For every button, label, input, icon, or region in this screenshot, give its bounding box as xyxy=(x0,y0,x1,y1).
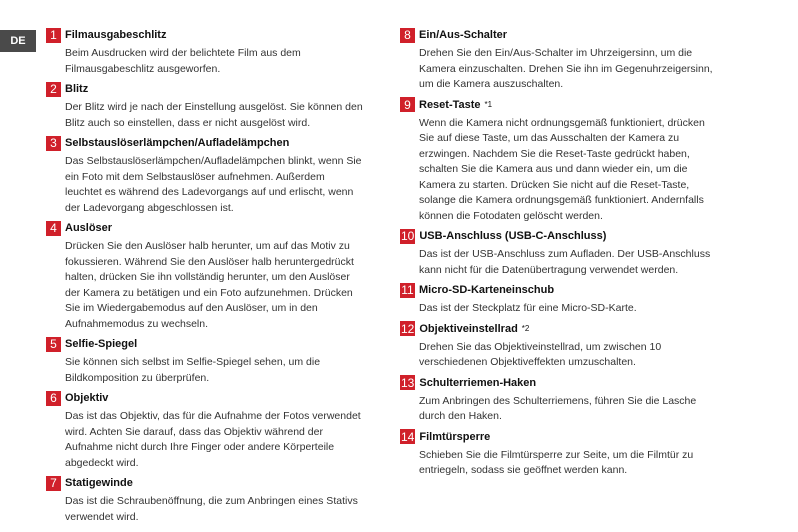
footnote-marker: *1 xyxy=(484,100,493,109)
item-description: Wenn die Kamera nicht ordnungsgemäß funktioniert, drücken Sie auf diese Taste, um das Ausschalten der Kamera zu erzwingen. Nachdem Sie die Reset-Taste gedrückt haben, schalten Sie die Kamera aus und dann wieder ein, um die Kamera zu starten. Drücken Sie nicht auf die Reset-Taste, solange die Kamera ordnungsgemäß funktioniert. Andernfalls können die Fotodaten gelöscht werden. xyxy=(419,116,705,222)
item-number: 10 xyxy=(401,229,415,243)
item-description: Das Selbstauslöserlämpchen/Aufladelämpchen blinkt, wenn Sie ein Foto mit dem Selbstauslöser aufnehmen. Außerdem leuchtet es während des Ladevorgangs auf und erlischt, wenn der Ladevorgang abgeschlossen ist. xyxy=(65,155,362,214)
list-item xyxy=(400,429,718,479)
list-item xyxy=(46,220,364,332)
item-number: 4 xyxy=(46,221,61,236)
item-number: 12 xyxy=(401,321,415,336)
list-item xyxy=(400,27,718,93)
item-description: Zum Anbringen des Schulterriemens, führen Sie die Lasche durch den Haken. xyxy=(419,394,697,422)
left-column xyxy=(46,27,364,529)
item-number: 1 xyxy=(46,28,61,43)
item-title: Reset-Taste xyxy=(419,98,481,111)
item-title: Selbstauslöserlämpchen/Aufladelämpchen xyxy=(65,137,290,149)
item-title: Selfie-Spiegel xyxy=(65,338,138,350)
item-title: Filmausgabeschlitz xyxy=(65,29,167,41)
item-description: Das ist die Schraubenöffnung, die zum Anbringen eines Stativs verwendet wird. xyxy=(65,495,358,523)
list-item xyxy=(400,282,718,317)
item-number: 13 xyxy=(401,375,415,390)
item-title: Ein/Aus-Schalter xyxy=(419,29,508,41)
language-tab: DE xyxy=(0,30,36,52)
list-item xyxy=(46,135,364,216)
item-number: 9 xyxy=(400,97,415,112)
item-title: Filmtürsperre xyxy=(419,430,491,443)
list-item xyxy=(400,228,718,278)
list-item xyxy=(400,375,718,425)
item-number: 7 xyxy=(46,476,61,491)
item-title: Objektiv xyxy=(65,392,109,404)
item-description: Sie können sich selbst im Selfie-Spiegel sehen, um die Bildkomposition zu überprüfen. xyxy=(65,356,321,384)
item-description: Beim Ausdrucken wird der belichtete Film aus dem Filmausgabeschlitz ausgeworfen. xyxy=(65,47,301,75)
item-number: 2 xyxy=(46,82,61,97)
list-item xyxy=(46,27,364,77)
item-number: 6 xyxy=(46,391,61,406)
list-item xyxy=(46,81,364,131)
list-item xyxy=(46,336,364,386)
item-description: Schieben Sie die Filmtürsperre zur Seite, um die Filmtür zu entriegeln, sodass sie geöffnet werden kann. xyxy=(419,448,694,476)
item-title: Blitz xyxy=(65,83,89,95)
item-description: Das ist das Objektiv, das für die Aufnahme der Fotos verwendet wird. Achten Sie darauf, dass das Objektiv während der Aufnahme nicht durch Ihre Finger oder andere Körperteile abgedeckt wird. xyxy=(65,410,361,469)
item-title: Schulterriemen-Haken xyxy=(419,376,537,389)
item-number: 5 xyxy=(46,337,61,352)
list-item xyxy=(400,321,718,371)
item-title: Objektiveinstellrad xyxy=(419,322,518,335)
footnote-marker: *2 xyxy=(521,324,530,333)
item-number: 14 xyxy=(401,429,415,444)
list-item xyxy=(46,475,364,525)
item-title: USB-Anschluss (USB-C-Anschluss) xyxy=(419,230,607,242)
item-title: Micro-SD-Karteneinschub xyxy=(419,284,555,296)
item-description: Drehen Sie das Objektiveinstellrad, um zwischen 10 verschiedenen Objektiveffekten umzuschalten. xyxy=(419,340,662,368)
item-number: 11 xyxy=(401,283,414,297)
item-description: Drehen Sie den Ein/Aus-Schalter im Uhrzeigersinn, um die Kamera einzuschalten. Drehen Sie ihn im Gegenuhrzeigersinn, um die Kamera auszuschalten. xyxy=(419,47,713,90)
right-column xyxy=(400,27,718,483)
item-number: 8 xyxy=(400,28,415,43)
item-description: Der Blitz wird je nach der Einstellung ausgelöst. Sie können den Blitz auch so einstellen, dass er nicht ausgelöst wird. xyxy=(65,101,363,129)
item-description: Drücken Sie den Auslöser halb herunter, um auf das Motiv zu fokussieren. Während Sie den Auslöser halb heruntergedrückt halten, drücken Sie ihn vollständig herunter, um den Auslöser der Kamera zu betätigen und ein Foto aufzunehmen. Drücken Sie im Wiedergabemodus auf den Auslöser, um in den Aufnahmemodus zu wechseln. xyxy=(65,240,354,330)
list-item xyxy=(46,390,364,471)
item-title: Statigewinde xyxy=(65,477,133,489)
item-number: 3 xyxy=(46,136,61,151)
item-description: Das ist der Steckplatz für eine Micro-SD-Karte. xyxy=(419,302,637,314)
item-description: Das ist der USB-Anschluss zum Aufladen. Der USB-Anschluss kann nicht für die Datenübertragung verwendet werden. xyxy=(419,248,711,276)
list-item xyxy=(400,97,718,225)
item-title: Auslöser xyxy=(65,222,113,234)
